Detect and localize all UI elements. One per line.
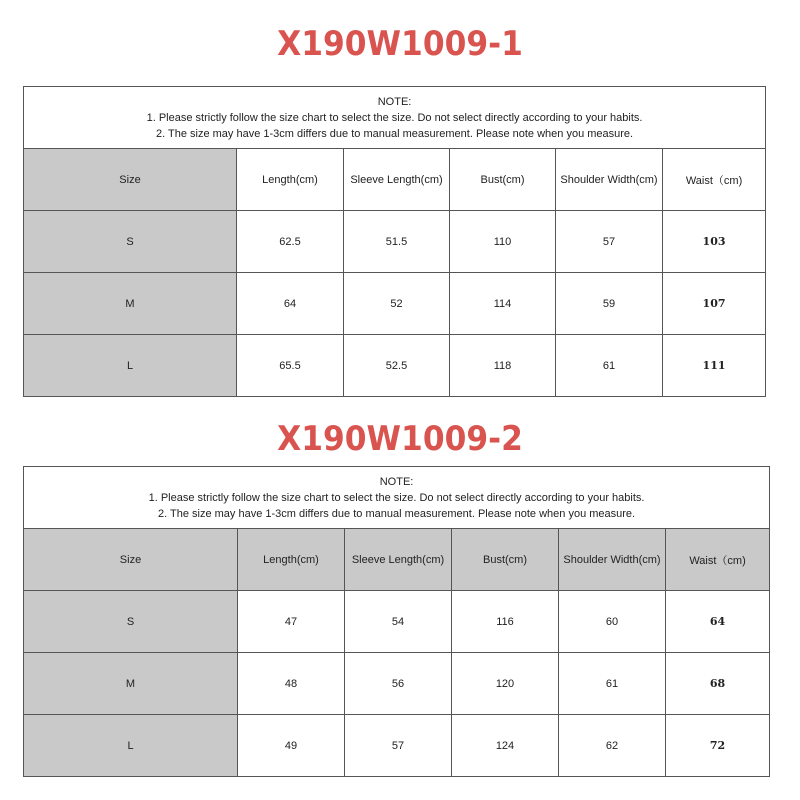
size-chart-table <box>23 466 770 777</box>
column-header: Bust(cm) <box>452 529 559 591</box>
table-row <box>24 591 770 653</box>
table-cell: 59 <box>556 273 663 335</box>
size-label: S <box>24 591 238 653</box>
column-header: Length(cm) <box>237 149 344 211</box>
table-cell: 51.5 <box>344 211 450 273</box>
size-chart-table <box>23 86 766 397</box>
column-header: Shoulder Width(cm) <box>559 529 666 591</box>
column-header: Waist（cm) <box>663 149 766 211</box>
note-block <box>24 87 766 149</box>
table-cell: 107 <box>663 273 766 335</box>
table-cell: 114 <box>450 273 556 335</box>
note-heading: NOTE: <box>379 475 414 488</box>
table-cell: 47 <box>238 591 345 653</box>
table-cell: 124 <box>452 715 559 777</box>
column-header: Sleeve Length(cm) <box>345 529 452 591</box>
table-cell: 110 <box>450 211 556 273</box>
table-cell: 56 <box>345 653 452 715</box>
table-cell: 72 <box>666 715 770 777</box>
header-row <box>24 149 766 211</box>
table-cell: 60 <box>559 591 666 653</box>
table-row <box>24 335 766 397</box>
table-cell: 120 <box>452 653 559 715</box>
table-cell: 116 <box>452 591 559 653</box>
column-header: Length(cm) <box>238 529 345 591</box>
column-header: Size <box>24 149 237 211</box>
table-row <box>24 653 770 715</box>
table-row <box>24 273 766 335</box>
table-cell: 61 <box>559 653 666 715</box>
note-heading: NOTE: <box>377 95 412 108</box>
column-header: Size <box>24 529 238 591</box>
note-line-1: 1. Please strictly follow the size chart to select the size. Do not select directly according to your habits. <box>148 491 645 504</box>
column-header: Waist（cm) <box>666 529 770 591</box>
header-row <box>24 529 770 591</box>
note-block <box>24 467 770 529</box>
table-cell: 64 <box>237 273 344 335</box>
size-label: L <box>24 335 237 397</box>
note-line-1: 1. Please strictly follow the size chart to select the size. Do not select directly according to your habits. <box>146 111 643 124</box>
table-cell: 57 <box>556 211 663 273</box>
size-chart-title: X190W1009-1 <box>277 24 523 64</box>
size-label: S <box>24 211 237 273</box>
table-cell: 65.5 <box>237 335 344 397</box>
note-line-2: 2. The size may have 1-3cm differs due to manual measurement. Please note when you measure. <box>157 507 636 520</box>
table-cell: 118 <box>450 335 556 397</box>
size-chart-title: X190W1009-2 <box>277 419 523 459</box>
column-header: Bust(cm) <box>450 149 556 211</box>
table-cell: 52.5 <box>344 335 450 397</box>
table-cell: 54 <box>345 591 452 653</box>
size-label: L <box>24 715 238 777</box>
table-cell: 52 <box>344 273 450 335</box>
table-cell: 62 <box>559 715 666 777</box>
table-cell: 61 <box>556 335 663 397</box>
table-cell: 48 <box>238 653 345 715</box>
table-cell: 57 <box>345 715 452 777</box>
column-header: Shoulder Width(cm) <box>556 149 663 211</box>
size-label: M <box>24 653 238 715</box>
column-header: Sleeve Length(cm) <box>344 149 450 211</box>
table-cell: 103 <box>663 211 766 273</box>
table-cell: 64 <box>666 591 770 653</box>
table-cell: 68 <box>666 653 770 715</box>
table-cell: 62.5 <box>237 211 344 273</box>
table-row <box>24 715 770 777</box>
note-line-2: 2. The size may have 1-3cm differs due to manual measurement. Please note when you measure. <box>155 127 634 140</box>
size-label: M <box>24 273 237 335</box>
table-cell: 111 <box>663 335 766 397</box>
table-cell: 49 <box>238 715 345 777</box>
table-row <box>24 211 766 273</box>
